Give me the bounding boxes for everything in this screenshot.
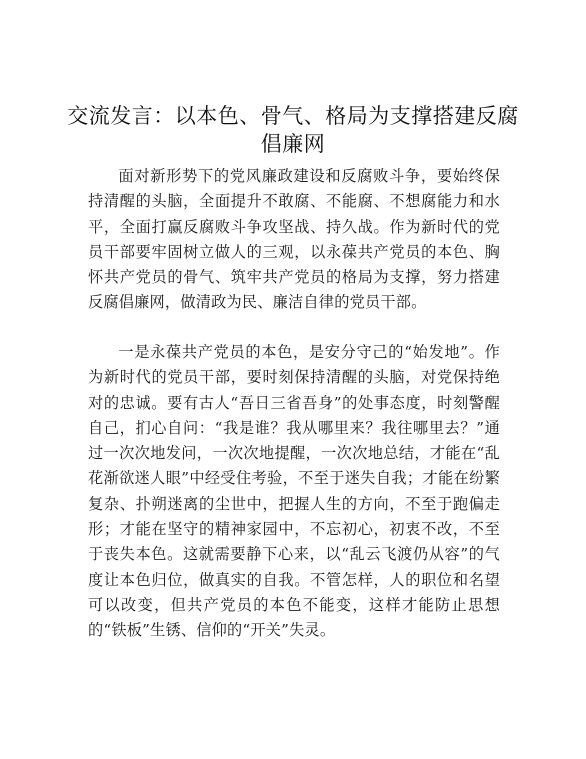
paragraph-intro: 面对新形势下的党风廉政建设和反腐败斗争，要始终保持清醒的头脑，全面提升不敢腐、不能腐、不想腐能力和水平，全面打赢反腐败斗争攻坚战、持久战。作为新时代的党员干部要牢固树立做人的三观，以永葆共产党员的本色、胸怀共产党员的骨气、筑牢共产党员的格局为支撑，努力搭建反腐倡廉网，做清政为民、廉洁自律的党员干部。 xyxy=(88,167,500,312)
paragraph-point-one: 一是永葆共产党员的本色，是安分守己的“始发地”。作为新时代的党员干部，要时刻保持清醒的头脑，对党保持绝对的忠诚。要有古人“吾日三省吾身”的处事态度，时刻警醒自己，扪心自问：“我是谁？我从哪里来？我往哪里去？”通过一次次地发问，一次次地提醒，一次次地总结，才能在“乱花渐欲迷人眼”中经受住考验，不至于迷失自我；才能在纷繁复杂、扑朔迷离的尘世中，把握人生的方向，不至于跑偏走形；才能在坚守的精神家园中，不忘初心，初衷不改，不至于丧失本色。这就需要静下心来，以“乱云飞渡仍从容”的气度让本色归位，做真实的自我。不管怎样，人的职位和名望可以改变，但共产党员的本色不能变，这样才能防止思想的“铁板”生锈、信仰的“开关”失灵。 xyxy=(88,343,500,640)
document-title: 交流发言：以本色、骨气、格局为支撑搭建反腐倡廉网 xyxy=(67,104,519,156)
